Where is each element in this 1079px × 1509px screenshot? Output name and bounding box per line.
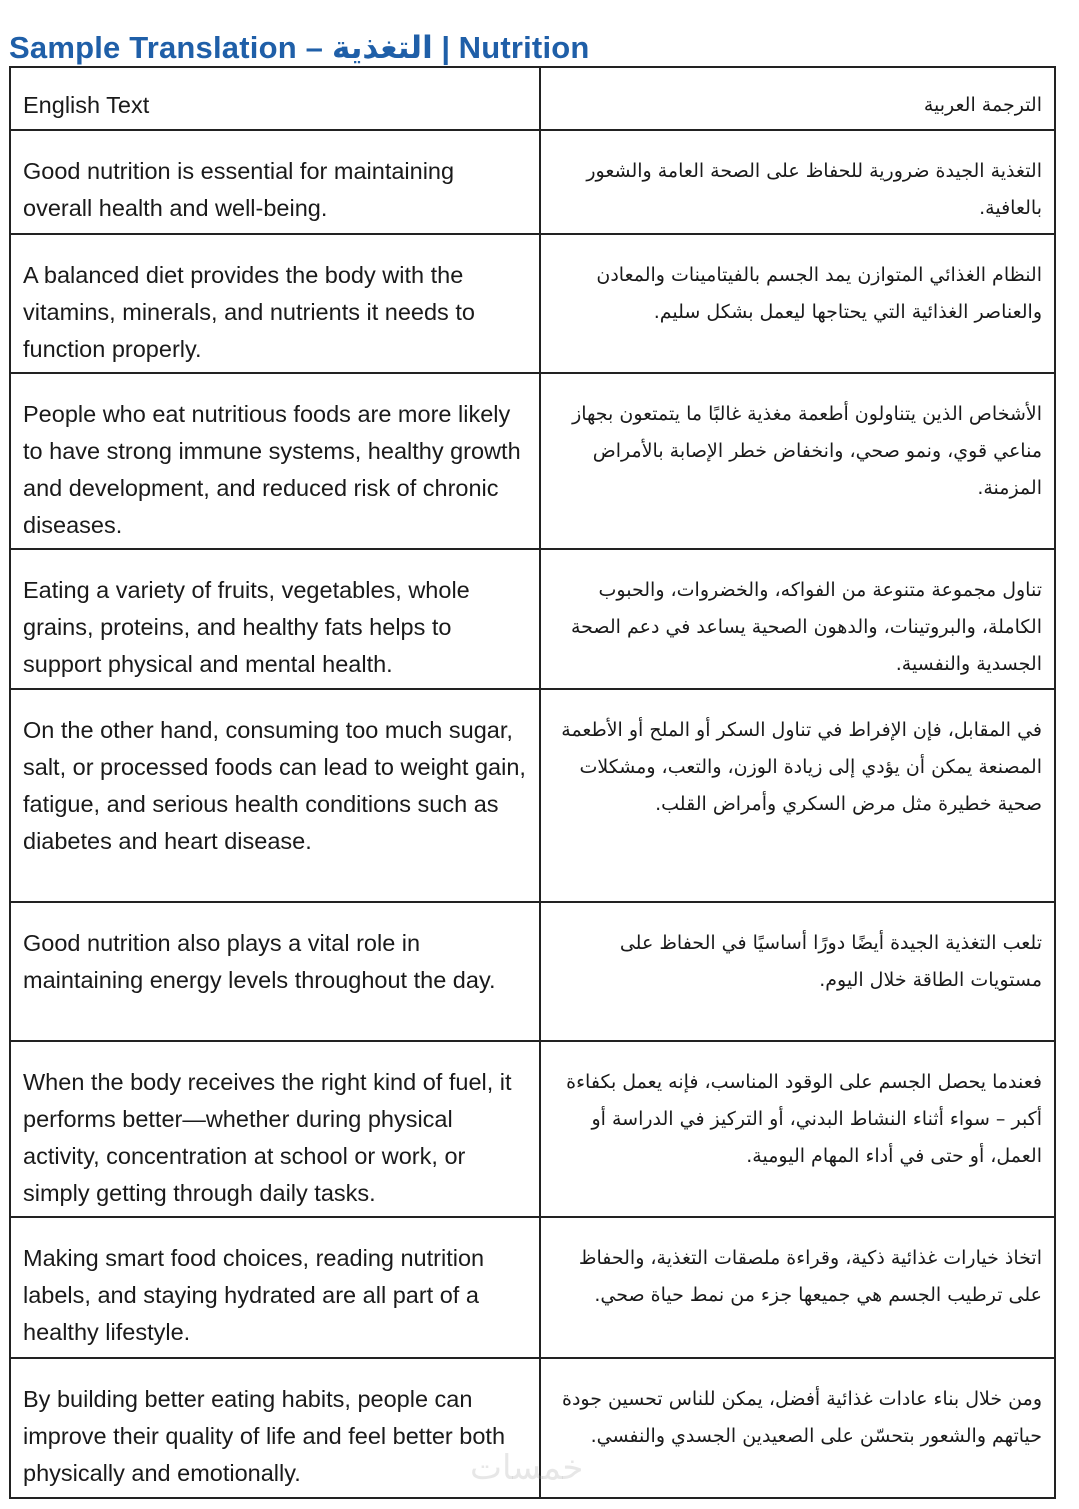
- arabic-text: فعندما يحصل الجسم على الوقود المناسب، فإنه يعمل بكفاءة أكبر – سواء أثناء النشاط البدني، أو التركيز في الدراسة أو العمل، أو حتى في أداء المهام اليومية.: [566, 1071, 1042, 1167]
- arabic-text: الأشخاص الذين يتناولون أطعمة مغذية غالبًا ما يتمتعون بجهاز مناعي قوي، ونمو صحي، وانخفاض خطر الإصابة بالأمراض المزمنة.: [572, 403, 1042, 499]
- title-prefix: Sample Translation –: [9, 30, 324, 65]
- english-text: People who eat nutritious foods are more likely to have strong immune systems, healthy growth and development, and reduced risk of chronic diseases.: [23, 401, 521, 538]
- english-text: By building better eating habits, people can improve their quality of life and feel better both physically and emotionally.: [23, 1386, 506, 1486]
- english-cell: [10, 234, 540, 373]
- arabic-text: اتخاذ خيارات غذائية ذكية، وقراءة ملصقات التغذية، والحفاظ على ترطيب الجسم هي جميعها جزء من نمط حياة صحي.: [578, 1247, 1042, 1306]
- table-row: [10, 373, 1055, 549]
- english-text: Eating a variety of fruits, vegetables, whole grains, proteins, and healthy fats helps to support physical and mental health.: [23, 577, 470, 677]
- arabic-text: تلعب التغذية الجيدة أيضًا دورًا أساسيًا في الحفاظ على مستويات الطاقة خلال اليوم.: [619, 932, 1042, 991]
- header-arabic-label: الترجمة العربية: [923, 94, 1042, 116]
- table-row: [10, 1217, 1055, 1358]
- english-cell: [10, 1041, 540, 1217]
- english-text: A balanced diet provides the body with the vitamins, minerals, and nutrients it needs to function properly.: [23, 262, 475, 362]
- english-cell: [10, 1358, 540, 1498]
- table-row: [10, 130, 1055, 234]
- arabic-text: التغذية الجيدة ضرورية للحفاظ على الصحة العامة والشعور بالعافية.: [586, 160, 1042, 219]
- header-english: [10, 67, 540, 130]
- arabic-text: تناول مجموعة متنوعة من الفواكه، والخضروات، والحبوب الكاملة، والبروتينات، والدهون الصحية يساعد في دعم الصحة الجسدية والنفسية.: [570, 579, 1042, 675]
- arabic-cell: [540, 1041, 1055, 1217]
- table-header-row: [10, 67, 1055, 130]
- arabic-text: ومن خلال بناء عادات غذائية أفضل، يمكن للناس تحسين جودة حياتهم والشعور بتحسّن على الصعيدين الجسدي والنفسي.: [561, 1388, 1042, 1447]
- english-cell: [10, 373, 540, 549]
- english-cell: [10, 549, 540, 689]
- arabic-cell: [540, 1217, 1055, 1358]
- watermark-logo: خمسات: [470, 1448, 584, 1488]
- arabic-cell: [540, 902, 1055, 1041]
- translation-table: [9, 66, 1056, 1499]
- arabic-cell: [540, 234, 1055, 373]
- table-row: [10, 549, 1055, 689]
- arabic-cell: [540, 373, 1055, 549]
- header-arabic: [540, 67, 1055, 130]
- english-cell: [10, 130, 540, 234]
- english-text: Making smart food choices, reading nutrition labels, and staying hydrated are all part of a healthy lifestyle.: [23, 1245, 485, 1345]
- table-row: [10, 902, 1055, 1041]
- arabic-cell: [540, 130, 1055, 234]
- title-arabic: التغذية: [331, 30, 433, 65]
- arabic-text: النظام الغذائي المتوازن يمد الجسم بالفيتامينات والمعادن والعناصر الغذائية التي يحتاجها ليعمل بشكل سليم.: [596, 264, 1042, 323]
- table-row: [10, 689, 1055, 902]
- header-english-label: English Text: [23, 92, 150, 118]
- english-cell: [10, 902, 540, 1041]
- arabic-cell: [540, 689, 1055, 902]
- table-row: [10, 234, 1055, 373]
- english-text: On the other hand, consuming too much sugar, salt, or processed foods can lead to weight gain, fatigue, and serious health conditions such as diabetes and heart disease.: [23, 717, 526, 854]
- english-text: Good nutrition also plays a vital role in maintaining energy levels throughout the day.: [23, 930, 496, 993]
- english-cell: [10, 1217, 540, 1358]
- arabic-text: في المقابل، فإن الإفراط في تناول السكر أو الملح أو الأطعمة المصنعة يمكن أن يؤدي إلى زيادة الوزن، والتعب، ومشكلات صحية خطيرة مثل مرض السكري وأمراض القلب.: [561, 719, 1042, 815]
- english-text: When the body receives the right kind of fuel, it performs better—whether during physical activity, concentration at school or work, or simply getting through daily tasks.: [23, 1069, 512, 1206]
- page-title: [9, 28, 590, 68]
- table-row: [10, 1358, 1055, 1498]
- english-cell: [10, 689, 540, 902]
- arabic-cell: [540, 549, 1055, 689]
- title-suffix: | Nutrition: [441, 30, 590, 65]
- table-row: [10, 1041, 1055, 1217]
- english-text: Good nutrition is essential for maintaining overall health and well-being.: [23, 158, 455, 221]
- arabic-cell: [540, 1358, 1055, 1498]
